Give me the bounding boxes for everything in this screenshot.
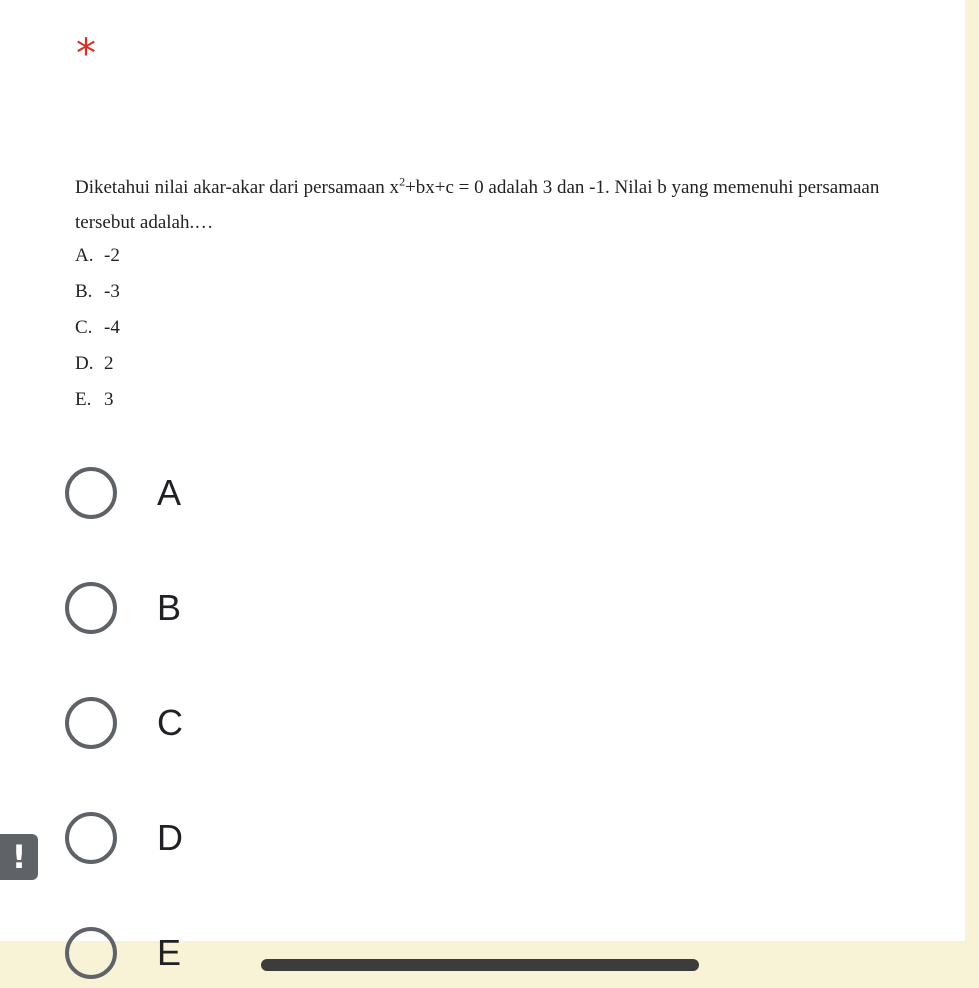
question-options-list bbox=[75, 240, 120, 420]
radio-button-b[interactable] bbox=[65, 582, 117, 634]
choice-e[interactable] bbox=[65, 923, 925, 983]
choice-label-b: B bbox=[157, 587, 182, 628]
radio-button-d[interactable] bbox=[65, 812, 117, 864]
choice-a[interactable] bbox=[65, 463, 925, 523]
choice-label-e: E bbox=[157, 932, 182, 973]
question-text bbox=[75, 170, 895, 240]
radio-button-c[interactable] bbox=[65, 697, 117, 749]
home-indicator-bar[interactable] bbox=[261, 959, 699, 971]
choice-label-a: A bbox=[157, 472, 182, 513]
question-option-c: C. -4 bbox=[75, 317, 120, 338]
question-option-e: E. 3 bbox=[75, 389, 114, 410]
question-text-part2: +bx+c = 0 adalah 3 dan -1. Nilai b yang memenuhi persamaan tersebut adalah.… bbox=[75, 177, 880, 233]
choice-label-d: D bbox=[157, 817, 183, 858]
radio-button-e[interactable] bbox=[65, 927, 117, 979]
warning-icon[interactable]: ! bbox=[0, 834, 38, 880]
question-text-part1: Diketahui nilai akar-akar dari persamaan x bbox=[75, 177, 400, 198]
required-asterisk: * bbox=[76, 31, 96, 77]
choice-label-c: C bbox=[157, 702, 183, 743]
choice-c[interactable] bbox=[65, 693, 925, 753]
question-option-b: B. -3 bbox=[75, 281, 120, 302]
choice-d[interactable] bbox=[65, 808, 925, 868]
question-option-a: A. -2 bbox=[75, 245, 120, 266]
question-option-d: D. 2 bbox=[75, 353, 114, 374]
radio-button-a[interactable] bbox=[65, 467, 117, 519]
question-superscript: 2 bbox=[399, 174, 406, 189]
choice-b[interactable] bbox=[65, 578, 925, 638]
